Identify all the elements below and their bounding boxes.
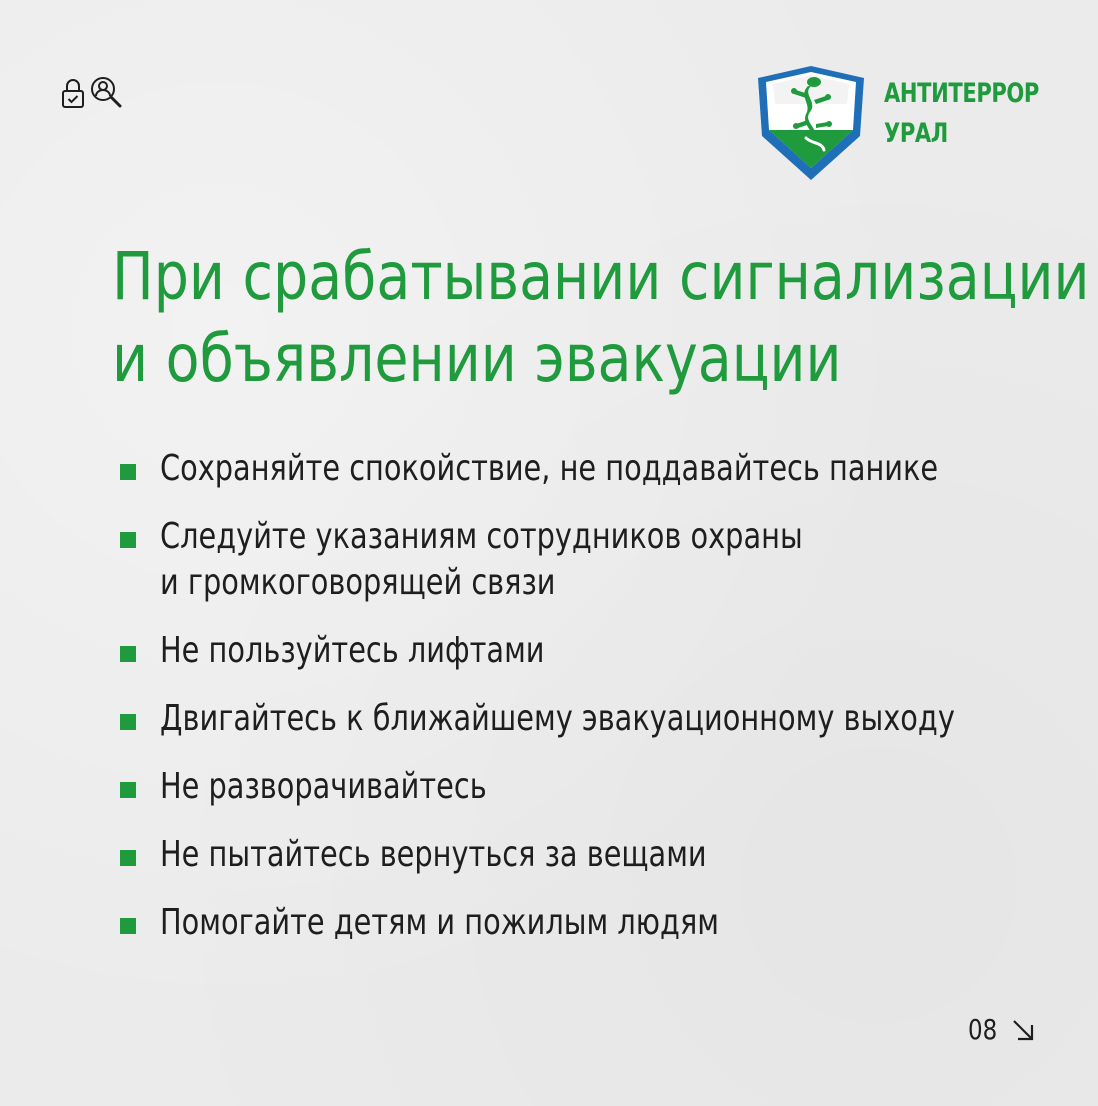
bullet-icon (120, 464, 136, 480)
list-item-text: Не разворачивайтесь (160, 766, 487, 807)
logo-line-2: УРАЛ (884, 118, 948, 149)
list-item-text: Двигайтесь к ближайшему эвакуационному выходу (160, 698, 955, 739)
lock-check-icon (60, 77, 86, 109)
list-item-text: Помогайте детям и пожилым людям (160, 902, 720, 943)
logo-line-1: АНТИТЕРРОР (884, 78, 1039, 109)
page-title (112, 236, 1090, 400)
list-item (120, 628, 1098, 674)
list-item (120, 514, 1098, 606)
top-icons (60, 76, 124, 110)
bullet-icon (120, 646, 136, 662)
list-item-text: Не пользуйтесь лифтами (160, 630, 545, 671)
list-item (120, 764, 1098, 810)
arrow-down-right-icon (1010, 1017, 1036, 1043)
lizard-shield-icon (756, 64, 866, 182)
page-number: 08 (968, 1013, 998, 1046)
bullet-icon (120, 850, 136, 866)
list-item (120, 900, 1098, 946)
bullet-icon (120, 918, 136, 934)
logo (756, 64, 1083, 182)
title-line-2: и объявлении эвакуации (112, 320, 842, 397)
title-line-1: При срабатывании сигнализации (112, 238, 1090, 315)
list-item-text: Следуйте указаниям сотрудников охраны и громкоговорящей связи (160, 516, 803, 603)
list-item-text: Не пытайтесь вернуться за вещами (160, 834, 707, 875)
list-item-text: Сохраняйте спокойствие, не поддавайтесь панике (160, 448, 939, 489)
bullet-icon (120, 782, 136, 798)
user-search-icon (90, 76, 124, 110)
logo-text (884, 74, 1039, 154)
bullet-icon (120, 714, 136, 730)
page-indicator (968, 1010, 1036, 1050)
bullet-icon (120, 532, 136, 548)
list-item (120, 446, 1098, 492)
instruction-list (120, 446, 1098, 968)
list-item (120, 832, 1098, 878)
list-item (120, 696, 1098, 742)
